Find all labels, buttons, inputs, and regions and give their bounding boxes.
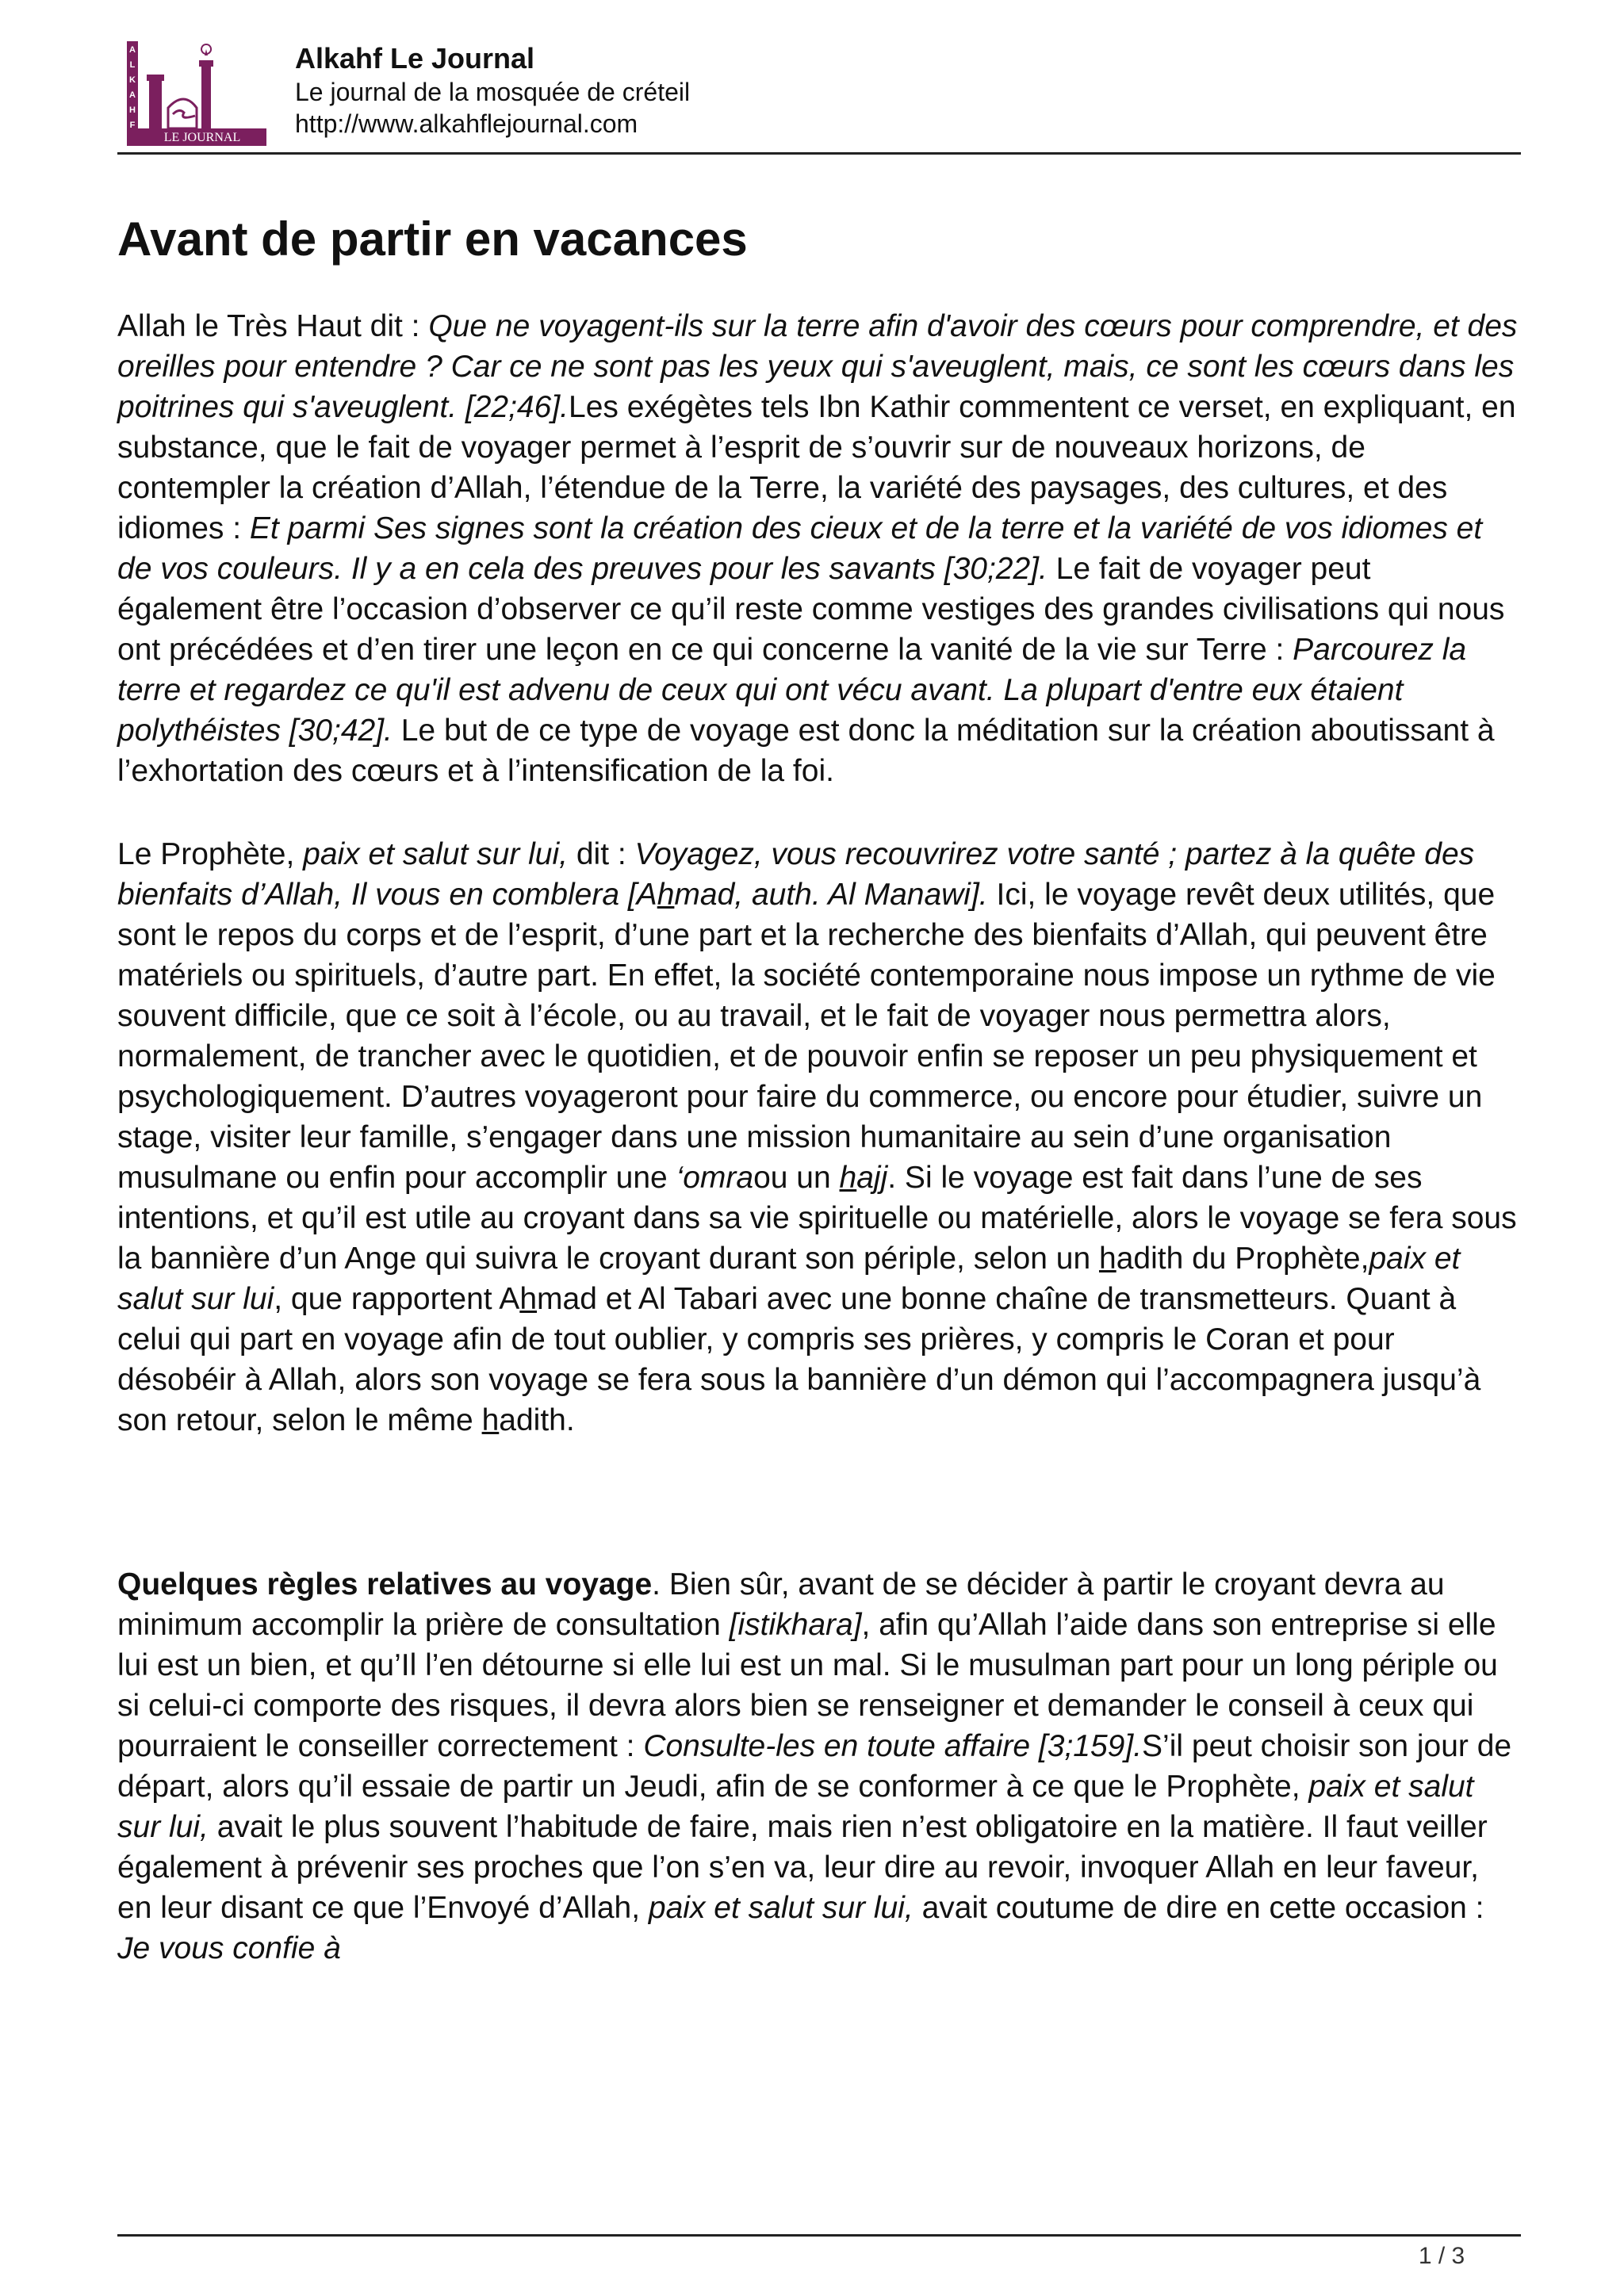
italic-term: ‘omra [676, 1161, 754, 1195]
quote-run: Voyagez, vous recouvrirez votre santé ; partez à la quête des bienfaits d’Allah, Il vous en comblera [A [117, 837, 1475, 912]
underlined-letter: h [839, 1161, 857, 1195]
quote-run: mad, auth. Al Manawi]. [674, 878, 988, 912]
honorific-text: paix et salut sur lui, [303, 837, 568, 871]
logo-letter: K [129, 75, 136, 85]
page-header [117, 38, 1521, 155]
text-run: Le Prophète, [117, 837, 304, 871]
paragraph [117, 1564, 1521, 1969]
honorific-text: paix et salut sur lui, [117, 1770, 1474, 1844]
article-title: Avant de partir en vacances [117, 212, 748, 266]
alkahf-logo [127, 41, 266, 146]
quote-text: Que ne voyagent-ils sur la terre afin d'avoir des cœurs pour comprendre, et des oreilles pour entendre ? Car ce ne sont pas les yeux qui s'aveuglent, mais, ce sont les cœurs dans les poitrines qui s'aveuglent. [22;46]. [117, 309, 1518, 424]
site-info [295, 41, 690, 140]
underlined-letter: h [519, 1282, 538, 1316]
text-run: Le fait de voyager peut également être l’occasion d’observer ce qu’il reste comme vestiges des grandes civilisations qui nous ont précédées et d’en tirer une leçon en ce qui concerne la vanité de la vie sur Terre : [117, 552, 1505, 667]
underlined-letter: h [657, 878, 675, 912]
site-title: Alkahf Le Journal [295, 42, 535, 75]
logo-letter: H [129, 105, 136, 115]
footer-divider [117, 2234, 1521, 2237]
text-run: Les exégètes tels Ibn Kathir commentent ce verset, en expliquant, en substance, que le fait de voyager permet à l’esprit de s’ouvrir sur de nouveaux horizons, de contempler la création d’Allah, l’étendue de la Terre, la variété des paysages, des cultures, et des idiomes : [117, 390, 1516, 545]
text-run: avait le plus souvent l’habitude de faire, mais rien n’est obligatoire en la matière. Il faut veiller également à prévenir ses proches que l’on s’en va, leur dire au revoir, invoquer Allah en leur faveur, en leur disant ce que l’Envoyé d’Allah, [117, 1810, 1488, 1925]
italic-term [840, 1161, 888, 1195]
logo-letter: A [129, 90, 136, 100]
honorific-text: paix et salut sur lui, [648, 1891, 914, 1925]
text-run: Allah le Très Haut dit : [117, 309, 429, 343]
text-run: avait coutume de dire en cette occasion : [913, 1891, 1484, 1925]
paragraph-spacer [117, 791, 1521, 834]
text-run: , afin qu’Allah l’aide dans son entreprise si elle lui est un bien, et qu’Il l’en détourne si elle lui est un mal. Si le musulman part pour un long périple ou si celui-ci comporte des risques, il devra alors bien se renseigner et demander le conseil à ceux qui pourraient le conseiller correctement : [117, 1608, 1498, 1763]
honorific-text: paix et salut sur lui [117, 1242, 1461, 1316]
quote-text: Je vous confie à [117, 1931, 341, 1965]
paragraph [117, 306, 1521, 791]
logo-letter: L [129, 60, 136, 70]
underlined-letter: h [1098, 1242, 1116, 1276]
site-subtitle: Le journal de la mosquée de créteil [295, 78, 691, 106]
text-run: dit : [568, 837, 635, 871]
text-run: mad et Al Tabari avec une bonne chaîne de transmetteurs. Quant à celui qui part en voyage afin de tout oublier, y compris ses prières, y compris le Coran et pour désobéir à Allah, alors son voyage se fera sous la bannière d’un démon qui l’accompagnera jusqu’à son retour, selon le même [117, 1282, 1481, 1437]
site-url[interactable]: http://www.alkahflejournal.com [295, 109, 638, 138]
text-run: . Bien sûr, avant de se décider à partir le croyant devra au minimum accomplir la prière de consultation [117, 1567, 1445, 1642]
text-run: adith du Prophète, [1116, 1242, 1369, 1276]
quote-text: Parcourez la terre et regardez ce qu'il est advenu de ceux qui ont vécu avant. La plupart d'entre eux étaient polythéistes [30;42]. [117, 633, 1467, 748]
logo-banner-text: LE JOURNAL [163, 131, 241, 144]
text-run: , que rapportent A [274, 1282, 520, 1316]
logo-letter: F [129, 121, 136, 130]
italic-term: [istikhara] [729, 1608, 862, 1642]
quote-text: Et parmi Ses signes sont la création des cieux et de la terre et la variété de vos idiomes et de vos couleurs. Il y a en cela des preuves pour les savants [30;22]. [117, 511, 1483, 586]
term-run: ajj [856, 1161, 888, 1195]
page-number: 1 / 3 [1418, 2243, 1465, 2269]
text-run: . Si le voyage est fait dans l’une de ses intentions, et qu’il est utile au croyant dans sa vie spirituelle ou matérielle, alors le voyage se fera sous la bannière d’un Ange qui suivra le croyant durant son périple, selon un [117, 1161, 1517, 1276]
text-run: Ici, le voyage revêt deux utilités, que sont le repos du corps et de l’esprit, d’une part et la recherche des bienfaits d’Allah, qui peuvent être matériels ou spirituels, d’autre part. En effet, la société contemporaine nous impose un rythme de vie souvent difficile, que ce soit à l’école, ou au travail, et le fait de voyager nous permettra alors, normalement, de trancher avec le quotidien, et de pouvoir enfin se reposer un peu physiquement et psychologiquement. D’autres voyageront pour faire du commerce, ou encore pour étudier, suivre un stage, visiter leur famille, s’engager dans une mission humanitaire au sein d’une organisation musulmane ou enfin pour accomplir une [117, 878, 1496, 1195]
paragraph [117, 834, 1521, 1441]
text-run: S’il peut choisir son jour de départ, alors qu’il essaie de partir un Jeudi, afin de se conformer à ce que le Prophète, [117, 1729, 1512, 1804]
logo-letter: A [129, 45, 136, 55]
text-run: Le but de ce type de voyage est donc la méditation sur la création aboutissant à l’exhortation des cœurs et à l’intensification de la foi. [117, 714, 1495, 788]
underlined-letter: h [481, 1403, 500, 1437]
article [117, 208, 1521, 1969]
text-run: adith. [499, 1403, 575, 1437]
mosque-icon [147, 44, 213, 128]
section-spacer [117, 1441, 1521, 1564]
section-heading: Quelques règles relatives au voyage [117, 1567, 653, 1601]
text-run: ou un [753, 1161, 840, 1195]
quote-text: Consulte-les en toute affaire [3;159]. [643, 1729, 1143, 1763]
